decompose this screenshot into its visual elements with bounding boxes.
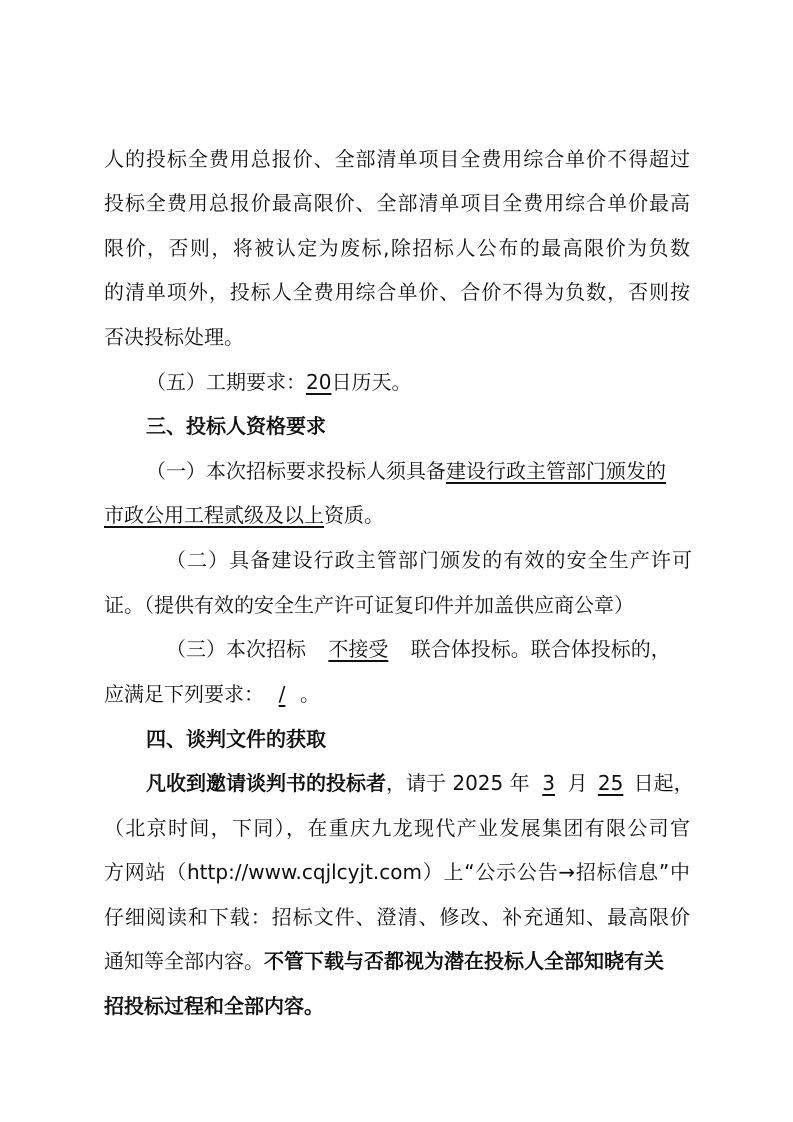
requirements-value: / [278,682,286,706]
acquisition-bold-intro: 凡收到邀请谈判书的投标者 [146,771,386,795]
acquisition-line-3: 方网站（http://www.cqjlcyjt.com）上“公示公告→招标信息”中 [104,860,690,884]
qualification-item-1-line-2 [104,501,384,529]
requirements-suffix: 。 [300,682,320,706]
acquisition-line-4: 仔细阅读和下载：招标文件、澄清、修改、补充通知、最高限价 [104,905,690,929]
qualification-item-1-line-1 [146,457,666,485]
qualification-item-3-suffix: 联合体投标。联合体投标的， [410,637,671,661]
acquisition-text-a: ，请于 2025 年 [386,771,530,795]
duration-prefix: （五）工期要求： [146,370,306,394]
acquisition-line-5-normal: 通知等全部内容。 [104,949,264,973]
acquisition-line-6: 招投标过程和全部内容。 [104,994,324,1018]
qualification-item-1-suffix: 资质。 [324,503,384,527]
qualification-item-3-line-2 [104,680,320,708]
start-day: 25 [597,771,624,795]
requirements-prefix: 应满足下列要求： [104,682,264,706]
acquisition-line-2: （北京时间，下同），在重庆九龙现代产业发展集团有限公司官 [104,816,690,840]
acquisition-line-1 [146,769,694,797]
qualification-item-3-prefix: （三）本次招标 [166,637,306,661]
acquisition-line-5-bold: 不管下载与否都视为潜在投标人全部知晓有关 [264,949,664,973]
price-paragraph-line-1: 人的投标全费用总报价、全部清单项目全费用综合单价不得超过 [104,147,690,171]
price-paragraph-line-3: 限价，否则，将被认定为废标,除招标人公布的最高限价为负数 [104,236,690,260]
acquisition-text-b: 月 [567,771,588,795]
section-3-heading: 三、投标人资格要求 [146,414,326,438]
qualification-item-1-prefix: （一）本次招标要求投标人须具备 [146,459,446,483]
duration-value: 20 [306,370,332,394]
qualification-item-1-underlined-b: 市政公用工程贰级及以上 [104,503,324,527]
price-paragraph-line-4: 的清单项外，投标人全费用综合单价、合价不得为负数，否则按 [104,280,690,304]
qualification-item-2-line-1: （二）具备建设行政主管部门颁发的有效的安全生产许可 [166,548,692,572]
duration-suffix: 日历天。 [331,370,412,394]
acquisition-text-c: 日起， [633,771,694,795]
section-4-heading: 四、谈判文件的获取 [146,727,326,751]
price-paragraph-line-5: 否决投标处理。 [104,325,244,349]
price-paragraph-line-2: 投标全费用总报价最高限价、全部清单项目全费用综合单价最高 [104,191,690,215]
qualification-item-2-line-2: 证。（提供有效的安全生产许可证复印件并加盖供应商公章） [104,593,634,617]
consortium-value: 不接受 [328,637,389,661]
start-month: 3 [542,771,555,795]
duration-line [146,368,411,396]
qualification-item-1-underlined-a: 建设行政主管部门颁发的 [446,459,666,483]
acquisition-line-5 [104,947,664,975]
qualification-item-3-line-1 [166,635,671,663]
